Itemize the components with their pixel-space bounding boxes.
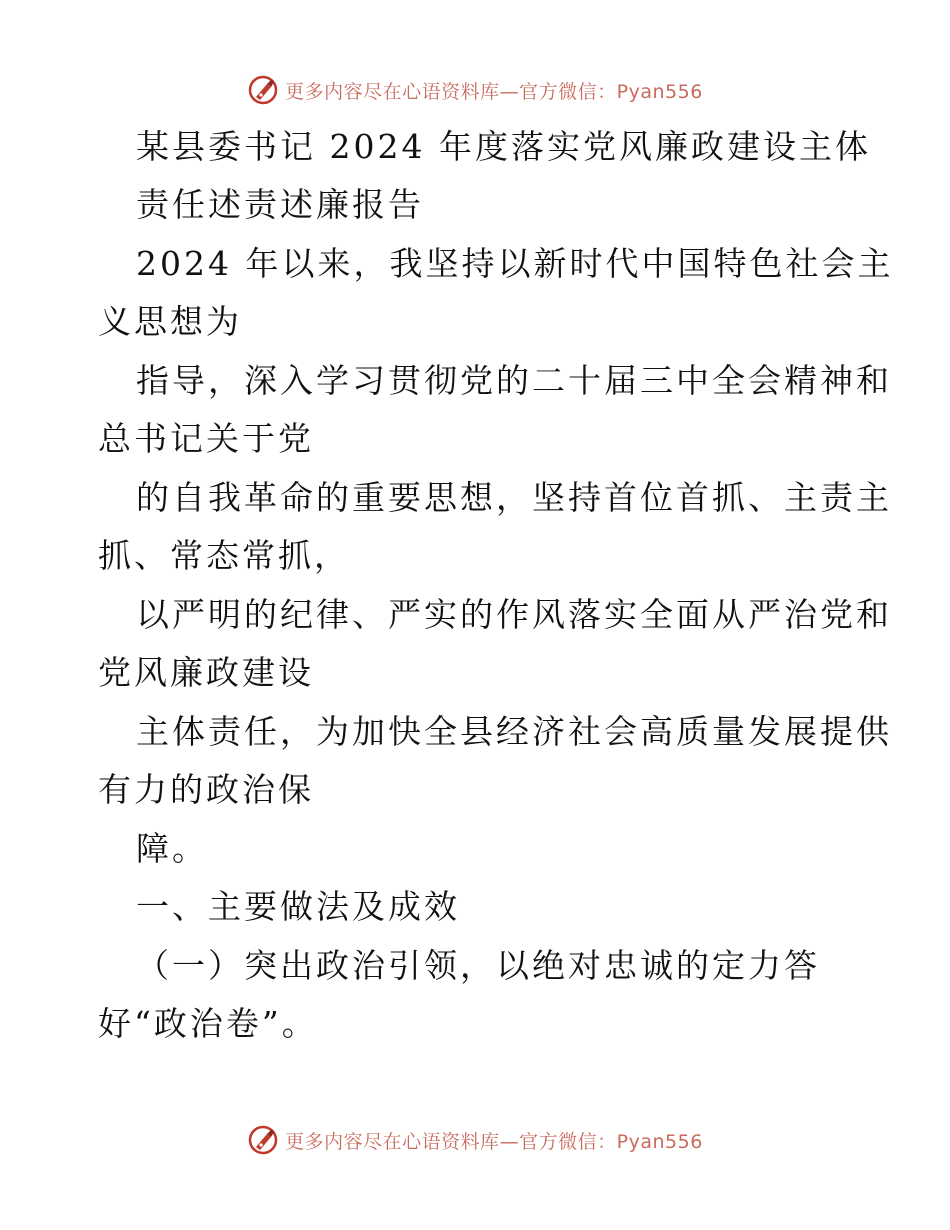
paragraph-line: 总书记关于党 bbox=[98, 419, 314, 458]
section-heading: 一、主要做法及成效 bbox=[136, 887, 460, 926]
doc-title-line-2: 责任述责述廉报告 bbox=[136, 185, 424, 224]
header-watermark bbox=[0, 72, 950, 108]
paragraph-line: 2024 年以来，我坚持以新时代中国特色社会主 bbox=[136, 244, 894, 283]
paragraph-line: 抓、常态常抓， bbox=[98, 536, 350, 575]
doc-title-line-1: 某县委书记 2024 年度落实党风廉政建设主体 bbox=[136, 127, 871, 166]
subsection-heading-line-2: 好“政治卷”。 bbox=[98, 1004, 318, 1043]
pen-nib-logo-icon bbox=[247, 1124, 279, 1156]
paragraph-line: 主体责任，为加快全县经济社会高质量发展提供 bbox=[136, 712, 892, 751]
paragraph-line: 党风廉政建设 bbox=[98, 653, 314, 692]
paragraph-line: 义思想为 bbox=[98, 302, 242, 341]
paragraph-line: 指导，深入学习贯彻党的二十届三中全会精神和 bbox=[136, 361, 892, 400]
watermark-text: 更多内容尽在心语资料库—官方微信：Pyan556 bbox=[285, 80, 703, 103]
paragraph-line: 以严明的纪律、严实的作风落实全面从严治党和 bbox=[136, 595, 892, 634]
paragraph-line: 的自我革命的重要思想，坚持首位首抓、主责主 bbox=[136, 478, 892, 517]
paragraph-line: 有力的政治保 bbox=[98, 770, 314, 809]
subsection-heading-line-1: （一）突出政治引领，以绝对忠诚的定力答 bbox=[136, 946, 820, 985]
footer-watermark bbox=[0, 1122, 950, 1158]
pen-nib-logo-icon bbox=[247, 74, 279, 106]
watermark-text: 更多内容尽在心语资料库—官方微信：Pyan556 bbox=[285, 1130, 703, 1153]
paragraph-line: 障。 bbox=[136, 829, 208, 868]
